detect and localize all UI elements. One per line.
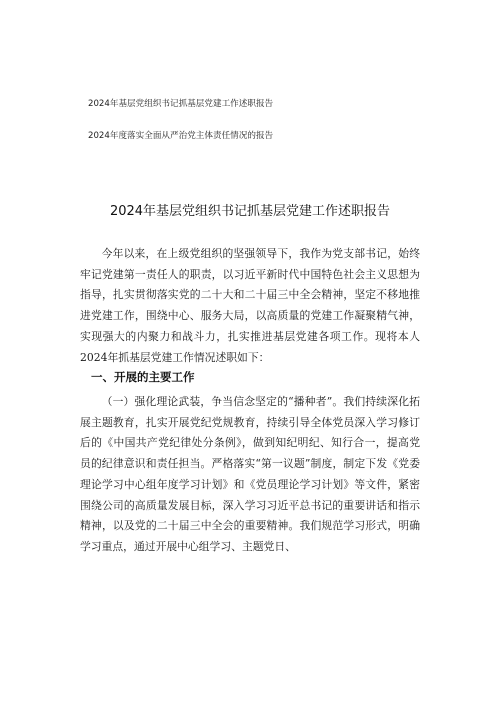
intro-paragraph: 今年以来，在上级党组织的坚强领导下，我作为党支部书记，始终牢记党建第一责任人的职责，以习近平新时代中国特色社会主义思想为指导，扎实贯彻落实党的二十大和二十届三中全会精神，坚定不移地推进党建工作，围绕中心、服务大局，以高质量的党建工作凝聚精气神，实现强大的内聚力和战斗力，扎实推进基层党建各项工作。现将本人2024年抓基层党建工作情况述职如下： [80,247,420,364]
section-heading-1: 一、开展的主要工作 [91,370,195,384]
table-of-contents [88,98,428,162]
toc-item-1[interactable]: 2024年基层党组织书记抓基层党建工作述职报告 [88,99,274,109]
section-1-paragraph-1: （一）强化理论武装，争当信念坚定的“播种者”。我们持续深化拓展主题教育，扎实开展党纪党规教育，持续引导全体党员深入学习修订后的《中国共产党纪律处分条例》，做到知纪明纪、知行合一，提高党员的纪律意识和责任担当。严格落实“第一议题”制度，制定下发《党委理论学习中心组年度学习计划》和《党员理论学习计划》等文件，紧密围绕公司的高质量发展目标，深入学习习近平总书记的重要讲话和指示精神，以及党的二十届三中全会的重要精神。我们规范学习形式，明确学习重点，通过开展中心组学习、主题党日、 [80,395,420,553]
document-title: 2024年基层党组织书记抓基层党建工作述职报告 [109,204,391,219]
section-1-body [80,392,420,558]
intro-section [80,244,420,368]
toc-item-2[interactable]: 2024年度落实全面从严治党主体责任情况的报告 [88,131,274,141]
